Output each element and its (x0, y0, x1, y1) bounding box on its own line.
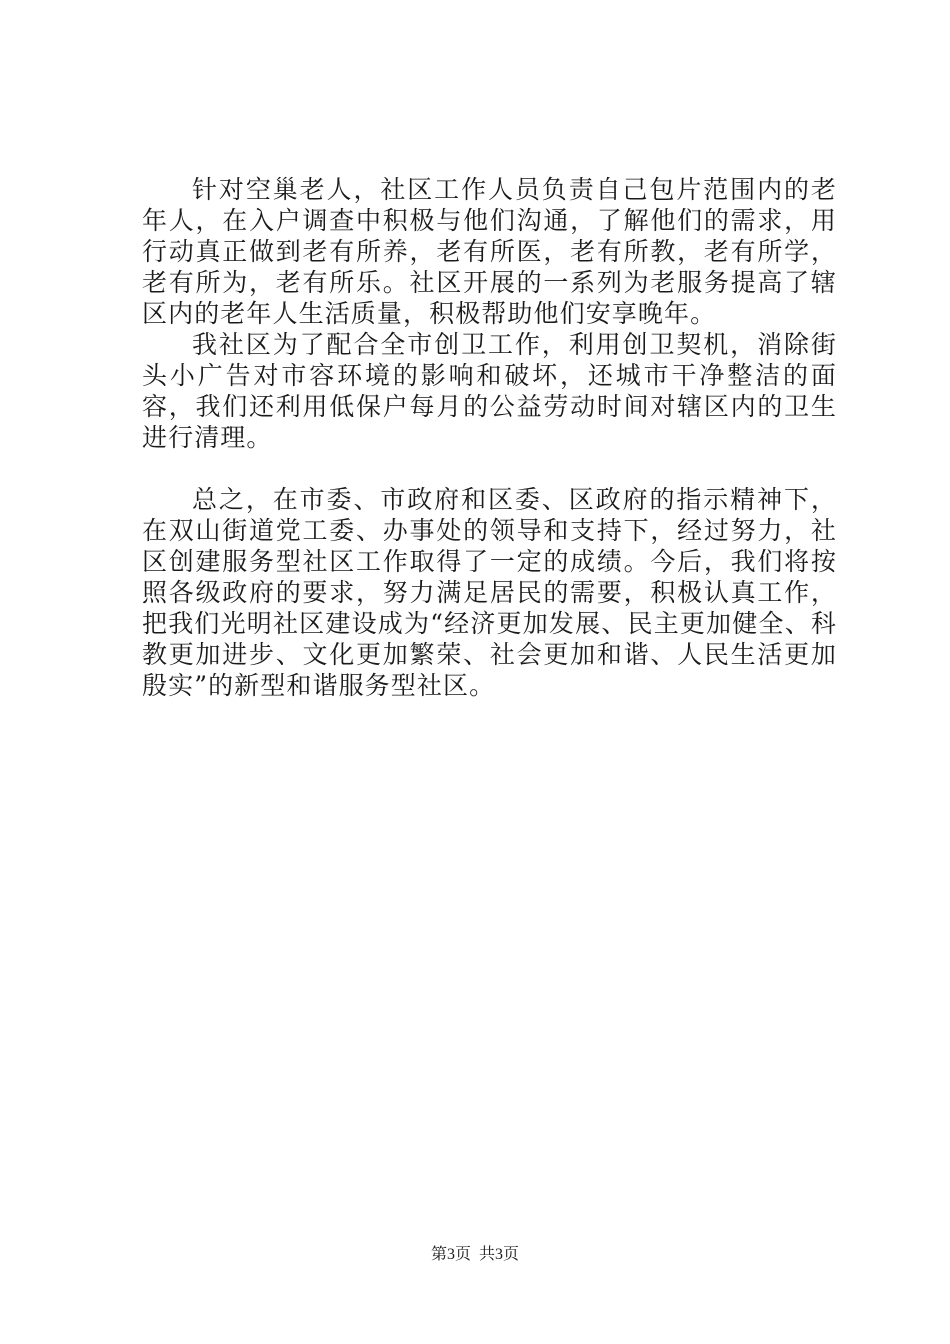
page-number: 第3页 (430, 1246, 471, 1263)
page-footer (0, 1244, 950, 1266)
paragraph-elderly-services: 针对空巢老人，社区工作人员负责自己包片范围内的老年人，在入户调查中积极与他们沟通，了解他们的需求，用行动真正做到老有所养，老有所医，老有所教，老有所学，老有所为，老有所乐。社区开展的一系列为老服务提高了辖区内的老年人生活质量，积极帮助他们安享晚年。 (142, 175, 837, 328)
paragraph-spacer (142, 453, 837, 484)
paragraph-sanitation: 我社区为了配合全市创卫工作，利用创卫契机，消除街头小广告对市容环境的影响和破坏，还城市干净整洁的面容，我们还利用低保户每月的公益劳动时间对辖区内的卫生进行清理。 (142, 330, 837, 452)
page-total: 共3页 (479, 1246, 520, 1263)
document-body (142, 174, 837, 701)
paragraph-summary: 总之，在市委、市政府和区委、区政府的指示精神下，在双山街道党工委、办事处的领导和支持下，经过努力，社区创建服务型社区工作取得了一定的成绩。今后，我们将按照各级政府的要求，努力满足居民的需要，积极认真工作，把我们光明社区建设成为“经济更加发展、民主更加健全、科教更加进步、文化更加繁荣、社会更加和谐、人民生活更加殷实”的新型和谐服务型社区。 (142, 485, 837, 700)
